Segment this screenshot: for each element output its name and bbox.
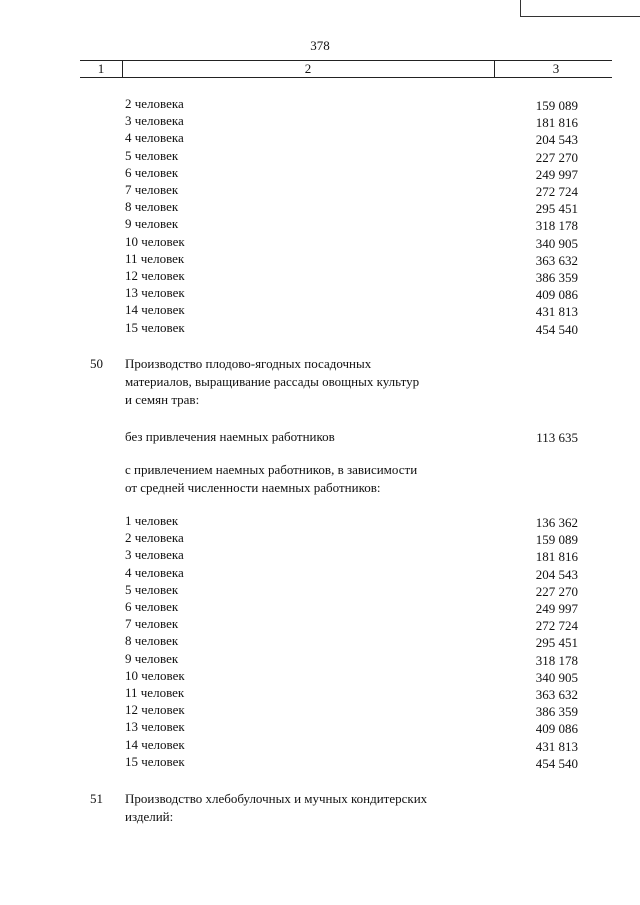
list-item-label: 15 человек: [125, 754, 185, 769]
list-item-label: 13 человек: [125, 285, 185, 300]
column-3-header: 3: [552, 61, 560, 76]
column-1-header: 1: [80, 61, 123, 77]
list-item-label: 7 человек: [125, 616, 179, 631]
list-item-label: 9 человек: [125, 651, 179, 666]
list-item-value: 204 543: [535, 567, 578, 582]
section-50-title-line: материалов, выращивание рассады овощных культур: [125, 374, 420, 389]
list-item-value: 249 997: [535, 167, 578, 182]
list-item-value: 454 540: [535, 756, 578, 771]
list-item-label: 3 человека: [125, 113, 184, 128]
list-item-label: 11 человек: [125, 685, 185, 700]
list-item-value: 136 362: [535, 515, 578, 530]
list-item-value: 181 816: [535, 115, 578, 130]
list-item-label: 13 человек: [125, 719, 185, 734]
list-item-value: 272 724: [535, 618, 578, 633]
list-item-label: 14 человек: [125, 302, 185, 317]
list-item-value: 159 089: [535, 532, 578, 547]
list-item-value: 386 359: [535, 704, 578, 719]
list-item-label: 5 человек: [125, 582, 179, 597]
list-item-label: 7 человек: [125, 182, 179, 197]
list-item-value: 295 451: [535, 635, 578, 650]
list-item-value: 249 997: [535, 601, 578, 616]
list-item-label: 12 человек: [125, 702, 185, 717]
without-hired-value: 113 635: [536, 430, 578, 445]
list-item-value: 340 905: [535, 670, 578, 685]
list-item-value: 363 632: [535, 253, 578, 268]
list-item-value: 409 086: [535, 721, 578, 736]
section-51-title-line: изделий:: [125, 809, 174, 824]
list-item-label: 9 человек: [125, 216, 179, 231]
list-item-label: 10 человек: [125, 668, 185, 683]
list-item-label: 11 человек: [125, 251, 185, 266]
page-number: 378: [310, 38, 330, 53]
list-item-label: 4 человека: [125, 130, 184, 145]
section-50-title-line: Производство плодово-ягодных посадочных: [125, 356, 372, 371]
list-item-label: 10 человек: [125, 234, 185, 249]
list-item-label: 5 человек: [125, 148, 179, 163]
list-item-value: 431 813: [535, 739, 578, 754]
list-item-label: 14 человек: [125, 737, 185, 752]
list-item-value: 318 178: [535, 218, 578, 233]
list-item-value: 454 540: [535, 322, 578, 337]
list-item-label: 3 человека: [125, 547, 184, 562]
list-item-value: 409 086: [535, 287, 578, 302]
list-item-value: 431 813: [535, 304, 578, 319]
list-item-label: 4 человека: [125, 565, 184, 580]
corner-frame-mark: [520, 0, 640, 17]
list-item-label: 8 человек: [125, 633, 179, 648]
list-item-label: 12 человек: [125, 268, 185, 283]
column-2-header: 2: [122, 61, 495, 77]
section-51-title-line: Производство хлебобулочных и мучных кондитерских: [125, 791, 428, 806]
list-item-value: 227 270: [535, 150, 578, 165]
list-item-label: 6 человек: [125, 165, 179, 180]
list-item-label: 2 человека: [125, 530, 184, 545]
list-item-label: 15 человек: [125, 320, 185, 335]
table-column-header: [80, 60, 612, 78]
section-51-number: 51: [90, 791, 103, 806]
without-hired-label: без привлечения наемных работников: [125, 429, 335, 444]
list-item-value: 340 905: [535, 236, 578, 251]
list-item-value: 386 359: [535, 270, 578, 285]
list-item-label: 6 человек: [125, 599, 179, 614]
list-item-value: 227 270: [535, 584, 578, 599]
list-item-label: 8 человек: [125, 199, 179, 214]
list-item-value: 204 543: [535, 132, 578, 147]
section-50-title-line: и семян трав:: [125, 392, 200, 407]
list-item-value: 272 724: [535, 184, 578, 199]
list-item-label: 1 человек: [125, 513, 179, 528]
list-item-value: 363 632: [535, 687, 578, 702]
list-item-value: 318 178: [535, 653, 578, 668]
section-50-number: 50: [90, 356, 103, 371]
list-item-value: 295 451: [535, 201, 578, 216]
list-item-value: 181 816: [535, 549, 578, 564]
list-item-label: 2 человека: [125, 96, 184, 111]
with-hired-line: с привлечением наемных работников, в зависимости: [125, 462, 418, 477]
with-hired-line: от средней численности наемных работников:: [125, 480, 381, 495]
list-item-value: 159 089: [535, 98, 578, 113]
